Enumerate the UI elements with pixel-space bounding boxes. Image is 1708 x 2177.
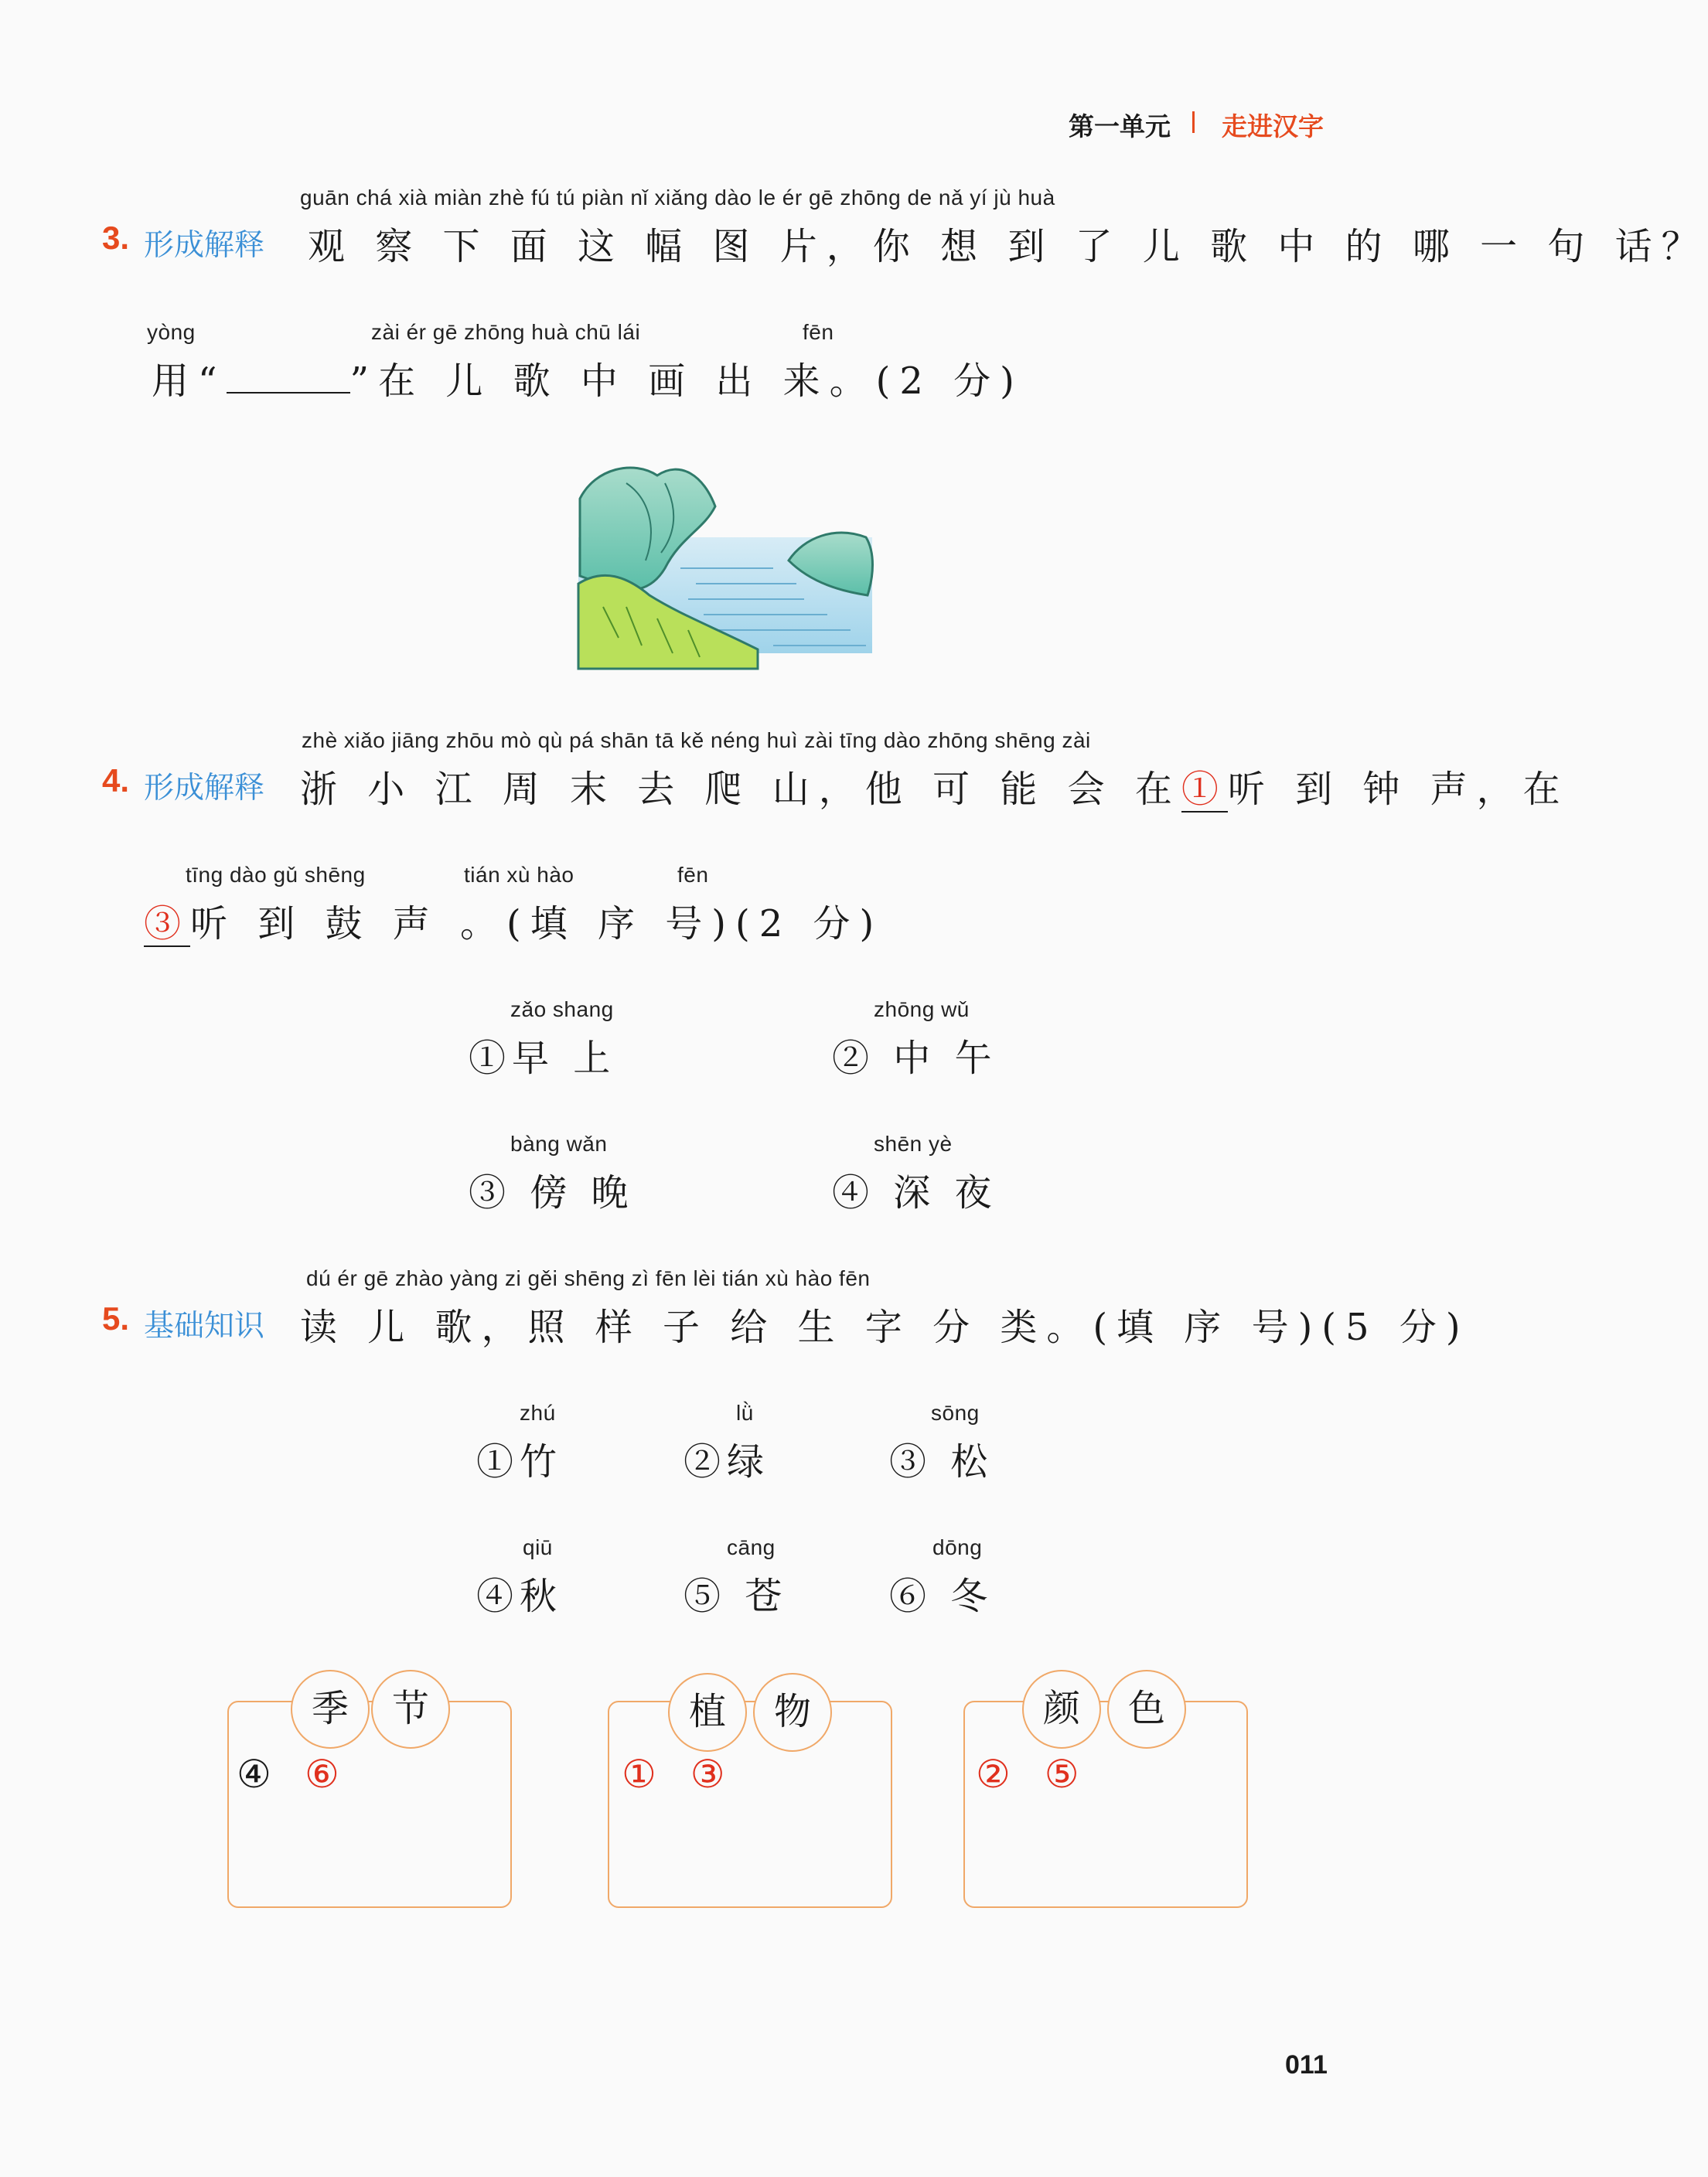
q4-pinyin-line1: zhè xiǎo jiāng zhōu mò qù pá shān tā kě néng huì zài tīng dào zhōng shēng zài [302, 728, 1091, 752]
q4-pinyin-line2a: tīng dào gǔ shēng [186, 863, 366, 887]
q5-char-2: ②绿 [684, 1440, 771, 1484]
q4-number: 4. [102, 762, 130, 799]
q4-option-2: ② 中 午 [832, 1037, 998, 1080]
q4-option-4-pinyin: shēn yè [874, 1132, 953, 1156]
unit-title: 走进汉字 [1222, 111, 1324, 141]
q5-category-tag: 基础知识 [144, 1309, 265, 1344]
category-seasons-char2: 节 [371, 1670, 450, 1749]
q5-char-6-pinyin: dōng [932, 1535, 983, 1559]
q3-pinyin-line1: guān chá xià miàn zhè fú tú piàn nǐ xiǎng dào le ér gē zhōng de nǎ yí jù huà [300, 186, 1055, 210]
q5-number: 5. [102, 1300, 130, 1337]
q4-question-line1: 浙 小 江 周 末 去 爬 山，他 可 能 会 在①听 到 钟 声，在 [300, 768, 1570, 811]
category-box-plants [608, 1701, 892, 1908]
category-colors-char2: 色 [1107, 1670, 1186, 1749]
q5-char-1: ①竹 [476, 1440, 564, 1484]
q4-option-4: ④ 深 夜 [832, 1171, 998, 1215]
q4-option-1-pinyin: zǎo shang [510, 997, 614, 1021]
q4-pinyin-fen: fēn [677, 863, 709, 887]
q5-char-4: ④秋 [476, 1575, 564, 1618]
page-number: 011 [1285, 2050, 1328, 2080]
q4-answer-1: ① [1181, 768, 1228, 811]
q5-char-2-pinyin: lǜ [736, 1401, 754, 1425]
seasons-example: ④ [237, 1752, 282, 1797]
q4-option-3-pinyin: bàng wǎn [510, 1132, 608, 1156]
q4-category-tag: 形成解释 [144, 771, 265, 806]
q5-char-5-pinyin: cāng [727, 1535, 776, 1559]
seasons-answer: ⑥ [305, 1752, 350, 1797]
q5-char-5: ⑤ 苍 [684, 1575, 789, 1618]
q4-answer-2: ③ [144, 902, 191, 945]
q5-pinyin-line1: dú ér gē zhào yàng zi gěi shēng zì fēn lèi tián xù hào fēn [306, 1266, 871, 1290]
q3-pinyin-yong: yòng [147, 320, 196, 344]
category-plants-char2: 物 [753, 1673, 832, 1752]
q3-pinyin-line2: zài ér gē zhōng huà chū lái [371, 320, 641, 344]
q5-char-3: ③ 松 [889, 1440, 994, 1484]
q4-option-3: ③ 傍 晚 [469, 1171, 635, 1215]
plants-answer: ① ③ [622, 1752, 736, 1797]
category-seasons-char1: 季 [291, 1670, 370, 1749]
q3-number: 3. [102, 220, 130, 256]
q3-question-line2: 用“ ”在 儿 歌 中 画 出 来。(2 分) [152, 359, 1024, 403]
q5-char-3-pinyin: sōng [931, 1401, 980, 1425]
category-plants-char1: 植 [668, 1673, 747, 1752]
q4-option-2-pinyin: zhōng wǔ [874, 997, 970, 1021]
q5-char-4-pinyin: qiū [523, 1535, 553, 1559]
colors-answer: ② ⑤ [976, 1752, 1090, 1797]
q3-category-tag: 形成解释 [144, 228, 265, 263]
q3-question-line1: 观 察 下 面 这 幅 图 片，你 想 到 了 儿 歌 中 的 哪 一 句 话？ [308, 225, 1708, 268]
category-colors-char1: 颜 [1022, 1670, 1101, 1749]
q4-question-line2: ③听 到 鼓 声 。(填 序 号)(2 分) [144, 902, 884, 945]
q5-question-line1: 读 儿 歌，照 样 子 给 生 字 分 类。(填 序 号)(5 分) [300, 1306, 1470, 1349]
q3-underline-blank[interactable] [227, 361, 350, 393]
q5-char-1-pinyin: zhú [520, 1401, 556, 1425]
q5-char-6: ⑥ 冬 [889, 1575, 994, 1618]
river-mountain-illustration [572, 452, 897, 669]
category-box-colors [963, 1701, 1248, 1908]
category-box-seasons [227, 1701, 512, 1908]
q4-pinyin-line2b: tián xù hào [464, 863, 574, 887]
unit-label: 第一单元 [1069, 111, 1171, 141]
q4-option-1: ①早 上 [469, 1037, 617, 1080]
q3-pinyin-fen: fēn [803, 320, 834, 344]
header-divider [1192, 111, 1195, 133]
